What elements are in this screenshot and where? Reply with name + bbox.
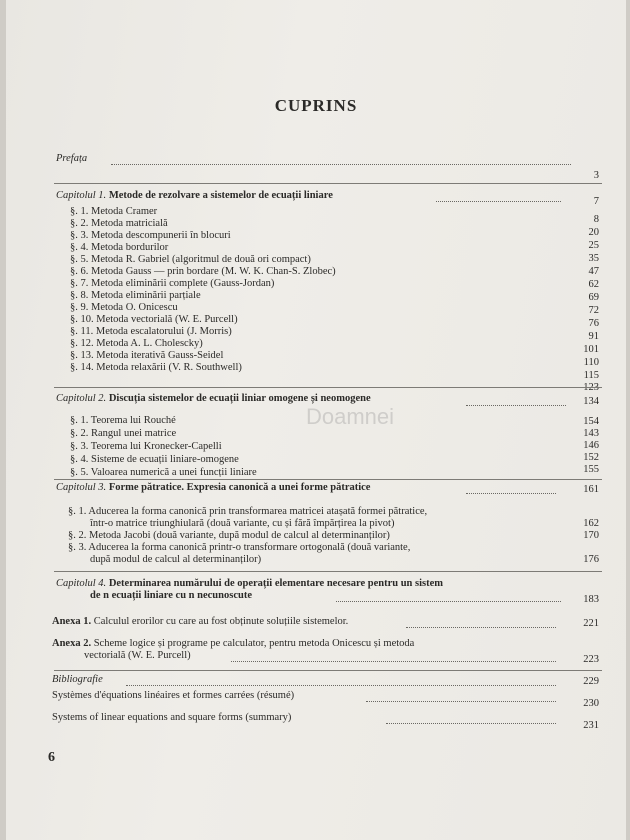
ch2-item-3-page: 146 <box>583 440 599 451</box>
separator-rule <box>54 479 602 480</box>
ch2-item-1: §. 1. Teorema lui Rouché <box>70 415 176 426</box>
ch1-item-12-page: 101 <box>583 344 599 355</box>
annex1-entry <box>52 616 348 627</box>
ch2-item-2: §. 2. Rangul unei matrice <box>70 428 177 439</box>
chapter1-leader <box>436 201 561 202</box>
chapter4-page: 183 <box>583 594 599 605</box>
ch2-item-4: §. 4. Sisteme de ecuații liniare-omogene <box>70 454 239 465</box>
ch1-item-4: §. 4. Metoda bordurilor <box>70 242 169 253</box>
resume-fr-leader <box>366 701 556 702</box>
book-page <box>6 0 626 840</box>
chapter4-heading <box>56 578 443 589</box>
ch1-item-11: §. 11. Metoda escalatorului (J. Morris) <box>70 326 232 337</box>
ch1-item-5-page: 35 <box>588 253 599 264</box>
bibliography-label: Bibliografie <box>52 674 103 685</box>
chapter4-title-line2: de n ecuații liniare cu n necunoscute <box>90 590 252 601</box>
annex1-leader <box>406 627 556 628</box>
chapter3-heading <box>56 482 370 493</box>
ch1-item-13-page: 110 <box>583 357 599 368</box>
annex2-label: Anexa 2. <box>52 638 92 649</box>
bibliography-leader <box>126 685 556 686</box>
ch2-item-2-page: 143 <box>583 428 599 439</box>
summary-en-text: Systems of linear equations and square forms (summary) <box>52 712 292 723</box>
ch1-item-8-page: 69 <box>588 292 599 303</box>
separator-rule <box>54 670 602 671</box>
ch1-item-14: §. 14. Metoda relaxării (V. R. Southwell) <box>70 362 242 373</box>
page-number: 6 <box>48 750 55 765</box>
annex2-line1: Scheme logice și programe pe calculator, pentru metoda Onicescu și metoda <box>93 638 415 649</box>
preface-page: 3 <box>593 170 599 181</box>
ch3-item-1-line2: într-o matrice triunghiulară (două variante, cu și fără împărțirea la pivot) <box>90 518 395 529</box>
ch1-item-10-page: 76 <box>588 318 599 329</box>
ch1-item-2-page: 8 <box>593 214 599 225</box>
ch1-item-8: §. 8. Metoda eliminării parțiale <box>70 290 201 301</box>
annex1-text: Calculul erorilor cu care au fost obținute soluțiile sistemelor. <box>93 616 349 627</box>
chapter1-heading <box>56 190 333 201</box>
separator-rule <box>54 387 602 388</box>
bibliography-page: 229 <box>583 676 599 687</box>
ch3-item-1-page: 162 <box>583 518 599 529</box>
ch1-item-9-page: 72 <box>588 305 599 316</box>
ch1-item-5: §. 5. Metoda R. Gabriel (algoritmul de două ori compact) <box>70 254 311 265</box>
ch1-item-13: §. 13. Metoda iterativă Gauss-Seidel <box>70 350 224 361</box>
ch1-item-3: §. 3. Metoda descompunerii în blocuri <box>70 230 231 241</box>
separator-rule <box>54 183 602 184</box>
watermark: Doamnei <box>306 404 395 429</box>
ch3-item-3-line1: §. 3. Aducerea la forma canonică printr-o transformare ortogonală (două variante, <box>68 542 411 553</box>
ch3-item-2-line1: §. 2. Metoda Jacobi (două variante, după modul de calcul al determinanților) <box>68 530 390 541</box>
ch2-item-5-page: 155 <box>583 464 599 475</box>
ch1-item-12: §. 12. Metoda A. L. Cholescky) <box>70 338 203 349</box>
resume-fr-text: Systèmes d'équations linéaires et formes carrées (résumé) <box>52 690 295 701</box>
chapter4-leader <box>336 601 561 602</box>
annex2-leader <box>231 661 556 662</box>
annex2-page: 223 <box>583 654 599 665</box>
ch2-item-4-page: 152 <box>583 452 599 463</box>
ch1-item-10: §. 10. Metoda vectorială (W. E. Purcell) <box>70 314 238 325</box>
ch3-item-2-page: 170 <box>583 530 599 541</box>
resume-fr-page: 230 <box>583 698 599 709</box>
chapter2-title: Discuția sistemelor de ecuații liniar omogene și neomogene <box>108 393 371 404</box>
annex1-label: Anexa 1. <box>52 616 92 627</box>
chapter2-page: 134 <box>583 396 599 407</box>
ch2-item-1-page: 154 <box>583 416 599 427</box>
chapter2-leader <box>466 405 566 406</box>
chapter4-title-line1: Determinarea numărului de operații elementare necesare pentru un sistem <box>108 578 444 589</box>
annex2-entry <box>52 638 414 649</box>
summary-en-leader <box>386 723 556 724</box>
ch2-item-3: §. 3. Teorema lui Kronecker-Capelli <box>70 441 222 452</box>
ch1-item-2: §. 2. Metoda matricială <box>70 218 168 229</box>
annex2-line2: vectorială (W. E. Purcell) <box>84 650 191 661</box>
ch1-item-7-page: 62 <box>588 279 599 290</box>
chapter3-leader <box>466 493 556 494</box>
ch1-item-11-page: 91 <box>588 331 599 342</box>
chapter1-label: Capitolul 1. <box>56 190 107 201</box>
chapter4-label: Capitolul 4. <box>56 578 107 589</box>
chapter1-title: Metode de rezolvare a sistemelor de ecuații liniare <box>108 190 333 201</box>
separator-rule <box>54 571 602 572</box>
chapter2-heading <box>56 393 371 404</box>
preface-leader <box>111 164 571 165</box>
page-title: CUPRINS <box>274 96 358 115</box>
preface-label: Prefața <box>56 153 88 164</box>
ch1-item-4-page: 25 <box>588 240 599 251</box>
ch3-item-1-line1: §. 1. Aducerea la forma canonică prin transformarea matricei atașată formei pătratice, <box>68 506 428 517</box>
ch3-item-3-page: 176 <box>583 554 599 565</box>
chapter2-label: Capitolul 2. <box>56 393 107 404</box>
chapter3-title: Forme pătratice. Expresia canonică a unei forme pătratice <box>108 482 371 493</box>
ch1-item-9: §. 9. Metoda O. Onicescu <box>70 302 178 313</box>
ch1-item-14-page: 115 <box>583 370 599 381</box>
ch2-item-5: §. 5. Valoarea numerică a unei funcții liniare <box>70 467 257 478</box>
ch1-item-3-page: 20 <box>588 227 599 238</box>
chapter1-page: 7 <box>593 196 599 207</box>
ch1-item-6: §. 6. Metoda Gauss — prin bordare (M. W. K. Chan-S. Zlobec) <box>70 266 336 277</box>
ch1-item-7: §. 7. Metoda eliminării complete (Gauss-Jordan) <box>70 278 275 289</box>
ch1-item-1: §. 1. Metoda Cramer <box>70 206 158 217</box>
summary-en-page: 231 <box>583 720 599 731</box>
annex1-page: 221 <box>583 618 599 629</box>
ch3-item-3-line2: după modul de calcul al determinanților) <box>90 554 262 565</box>
chapter3-page: 161 <box>583 484 599 495</box>
ch1-item-6-page: 47 <box>588 266 599 277</box>
chapter3-label: Capitolul 3. <box>56 482 107 493</box>
